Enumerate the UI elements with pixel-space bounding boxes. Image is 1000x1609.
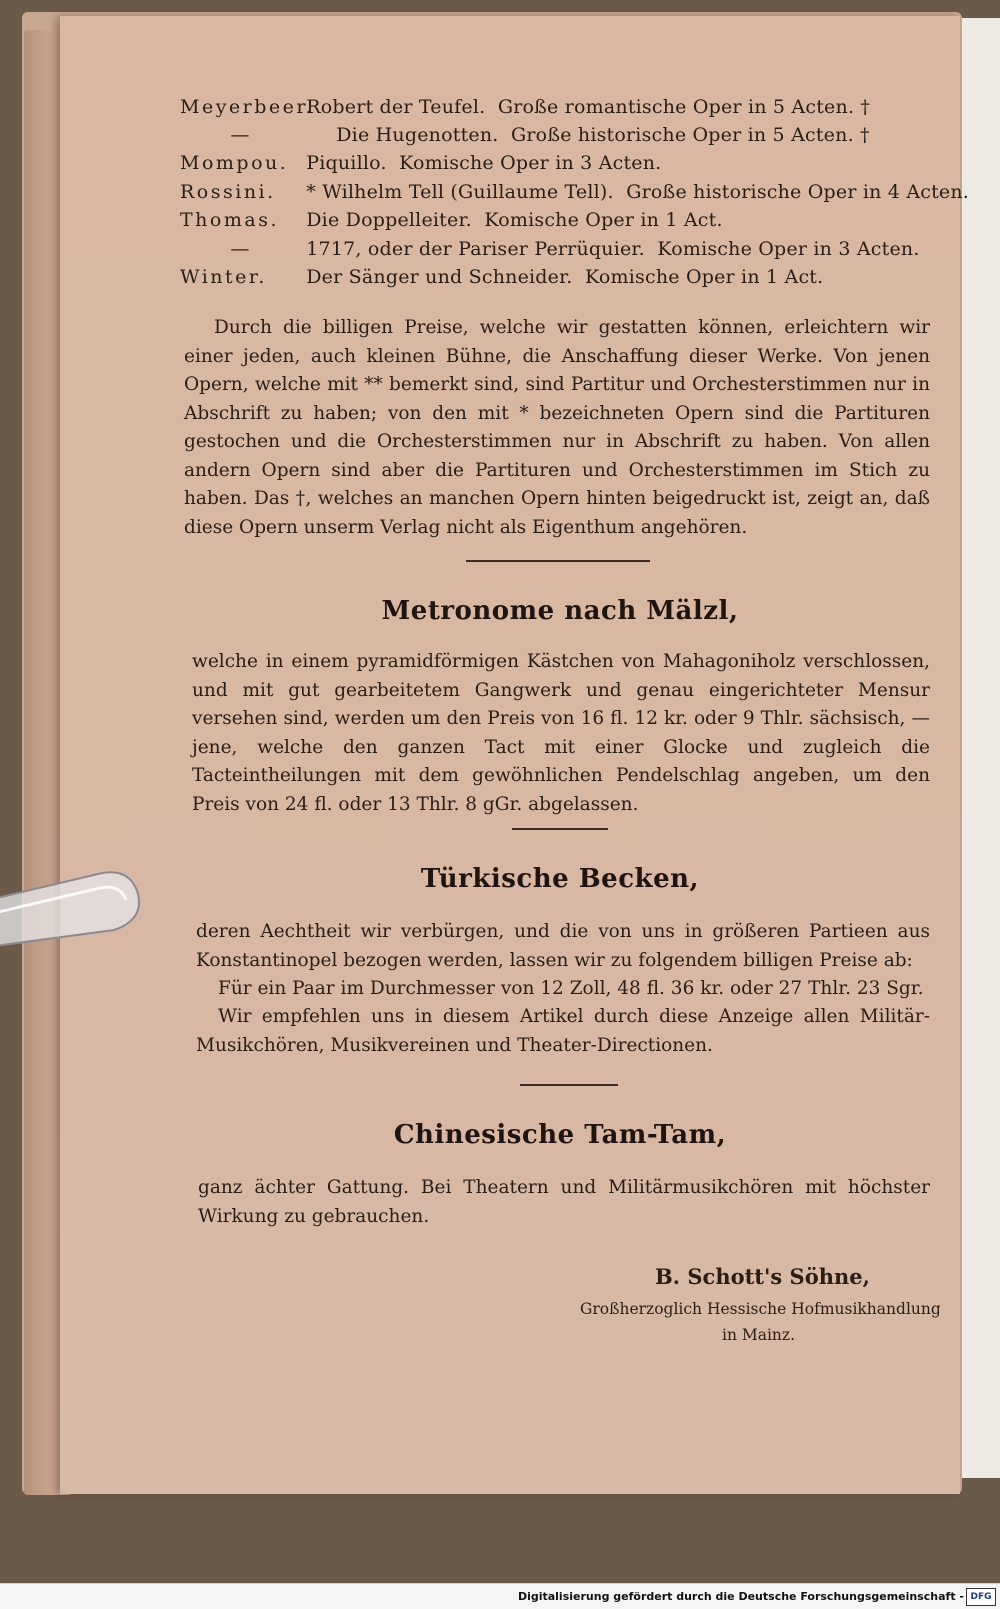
opera-description: Große historische Oper in 5 Acten. †: [511, 124, 870, 146]
composer-name: Meyerbeer.: [180, 96, 315, 118]
composer-name: Mompou.: [180, 152, 289, 174]
opera-entry: [180, 238, 920, 260]
opera-description: Komische Oper in 1 Act.: [585, 266, 824, 288]
opera-title: * Wilhelm Tell (Guillaume Tell).: [306, 181, 614, 203]
publisher-location: in Mainz.: [722, 1326, 796, 1344]
opera-entry: [180, 124, 870, 146]
opera-title: Die Doppelleiter.: [306, 209, 472, 231]
opera-title: Robert der Teufel.: [306, 96, 486, 118]
opera-title: 1717, oder der Pariser Perrüquier.: [306, 238, 645, 260]
opera-entry: [180, 209, 723, 231]
page-clip: [0, 870, 148, 952]
opera-title: Die Hugenotten.: [336, 124, 499, 146]
section-text: deren Aechtheit wir verbürgen, und die von uns in größeren Partieen aus Konstantinopel bezogen werden, lassen wir zu folgendem billigen Preise ab:: [196, 921, 930, 971]
intro-paragraph: Durch die billigen Preise, welche wir gestatten können, erleichtern wir einer jeden, auch kleinen Bühne, die Anschaffung dieser Werke. Von jenen Opern, welche mit ** bemerkt sind, sind Partitur und Orchesterstimmen nur in Abschrift zu haben; von den mit * bezeichneten Opern sind die Partituren gestochen und die Orchesterstimmen nur in Abschrift zu haben. Von allen andern Opern sind aber die Partituren und Orchesterstimmen im Stich zu haben. Das †, welches an manchen Opern hinten beigedruckt ist, zeigt an, daß diese Opern unserm Verlag nicht als Eigenthum angehören.: [184, 317, 930, 538]
section-text: welche in einem pyramidförmigen Kästchen von Mahagoniholz verschlossen, und mit gut gearbeitetem Gangwerk und genau eingerichteter Mensur versehen sind, werden um den Preis von 16 fl. 12 kr. oder 9 Thlr. sächsisch, — jene, welche den ganzen Tact mit einer Glocke und zugleich die Tacteintheilungen mit dem gewöhnlichen Pendelschlag angeben, um den Preis von 24 fl. oder 13 Thlr. 8 gGr. abgelassen.: [192, 651, 930, 815]
section-divider: [466, 560, 650, 562]
composer-name: —: [230, 238, 250, 260]
composer-name: Rossini.: [180, 181, 276, 203]
section-divider: [512, 828, 608, 830]
dfg-logo: DFG: [966, 1588, 996, 1606]
section-heading: Türkische Becken,: [420, 864, 700, 894]
price-line: Für ein Paar im Durchmesser von 12 Zoll, 48 fl. 36 kr. oder 27 Thlr. 23 Sgr.: [218, 978, 924, 999]
composer-name: —: [230, 124, 250, 146]
composer-name: Thomas.: [180, 209, 279, 231]
composer-name: Winter.: [180, 266, 267, 288]
section-heading: Metronome nach Mälzl,: [381, 596, 739, 626]
opera-description: Große historische Oper in 4 Acten.: [626, 181, 970, 203]
section-text: Wir empfehlen uns in diesem Artikel durch diese Anzeige allen Militär-Musikchören, Musikvereinen und Theater-Directionen.: [196, 1006, 930, 1056]
opera-entry: [180, 152, 661, 174]
opera-entry: [180, 96, 870, 118]
section-divider: [520, 1084, 618, 1086]
opera-description: Große romantische Oper in 5 Acten. †: [497, 96, 871, 118]
footer-credit: Digitalisierung gefördert durch die Deutsche Forschungsgemeinschaft -: [517, 1590, 964, 1603]
opera-title: Piquillo.: [306, 152, 387, 174]
publisher-title: Großherzoglich Hessische Hofmusikhandlung: [580, 1300, 941, 1318]
opera-title: Der Sänger und Schneider.: [306, 266, 573, 288]
opera-description: Komische Oper in 3 Acten.: [657, 238, 920, 260]
digitization-footer: [0, 1583, 1000, 1609]
opera-entry: [180, 266, 823, 288]
opera-description: Komische Oper in 1 Act.: [484, 209, 723, 231]
opera-description: Komische Oper in 3 Acten.: [399, 152, 662, 174]
page-edge: [962, 18, 1000, 1478]
section-text: ganz ächter Gattung. Bei Theatern und Militärmusikchören mit höchster Wirkung zu gebrauchen.: [198, 1177, 930, 1227]
publisher-name: B. Schott's Söhne,: [655, 1264, 870, 1289]
section-heading: Chinesische Tam-Tam,: [393, 1120, 727, 1150]
opera-entry: [180, 181, 969, 203]
